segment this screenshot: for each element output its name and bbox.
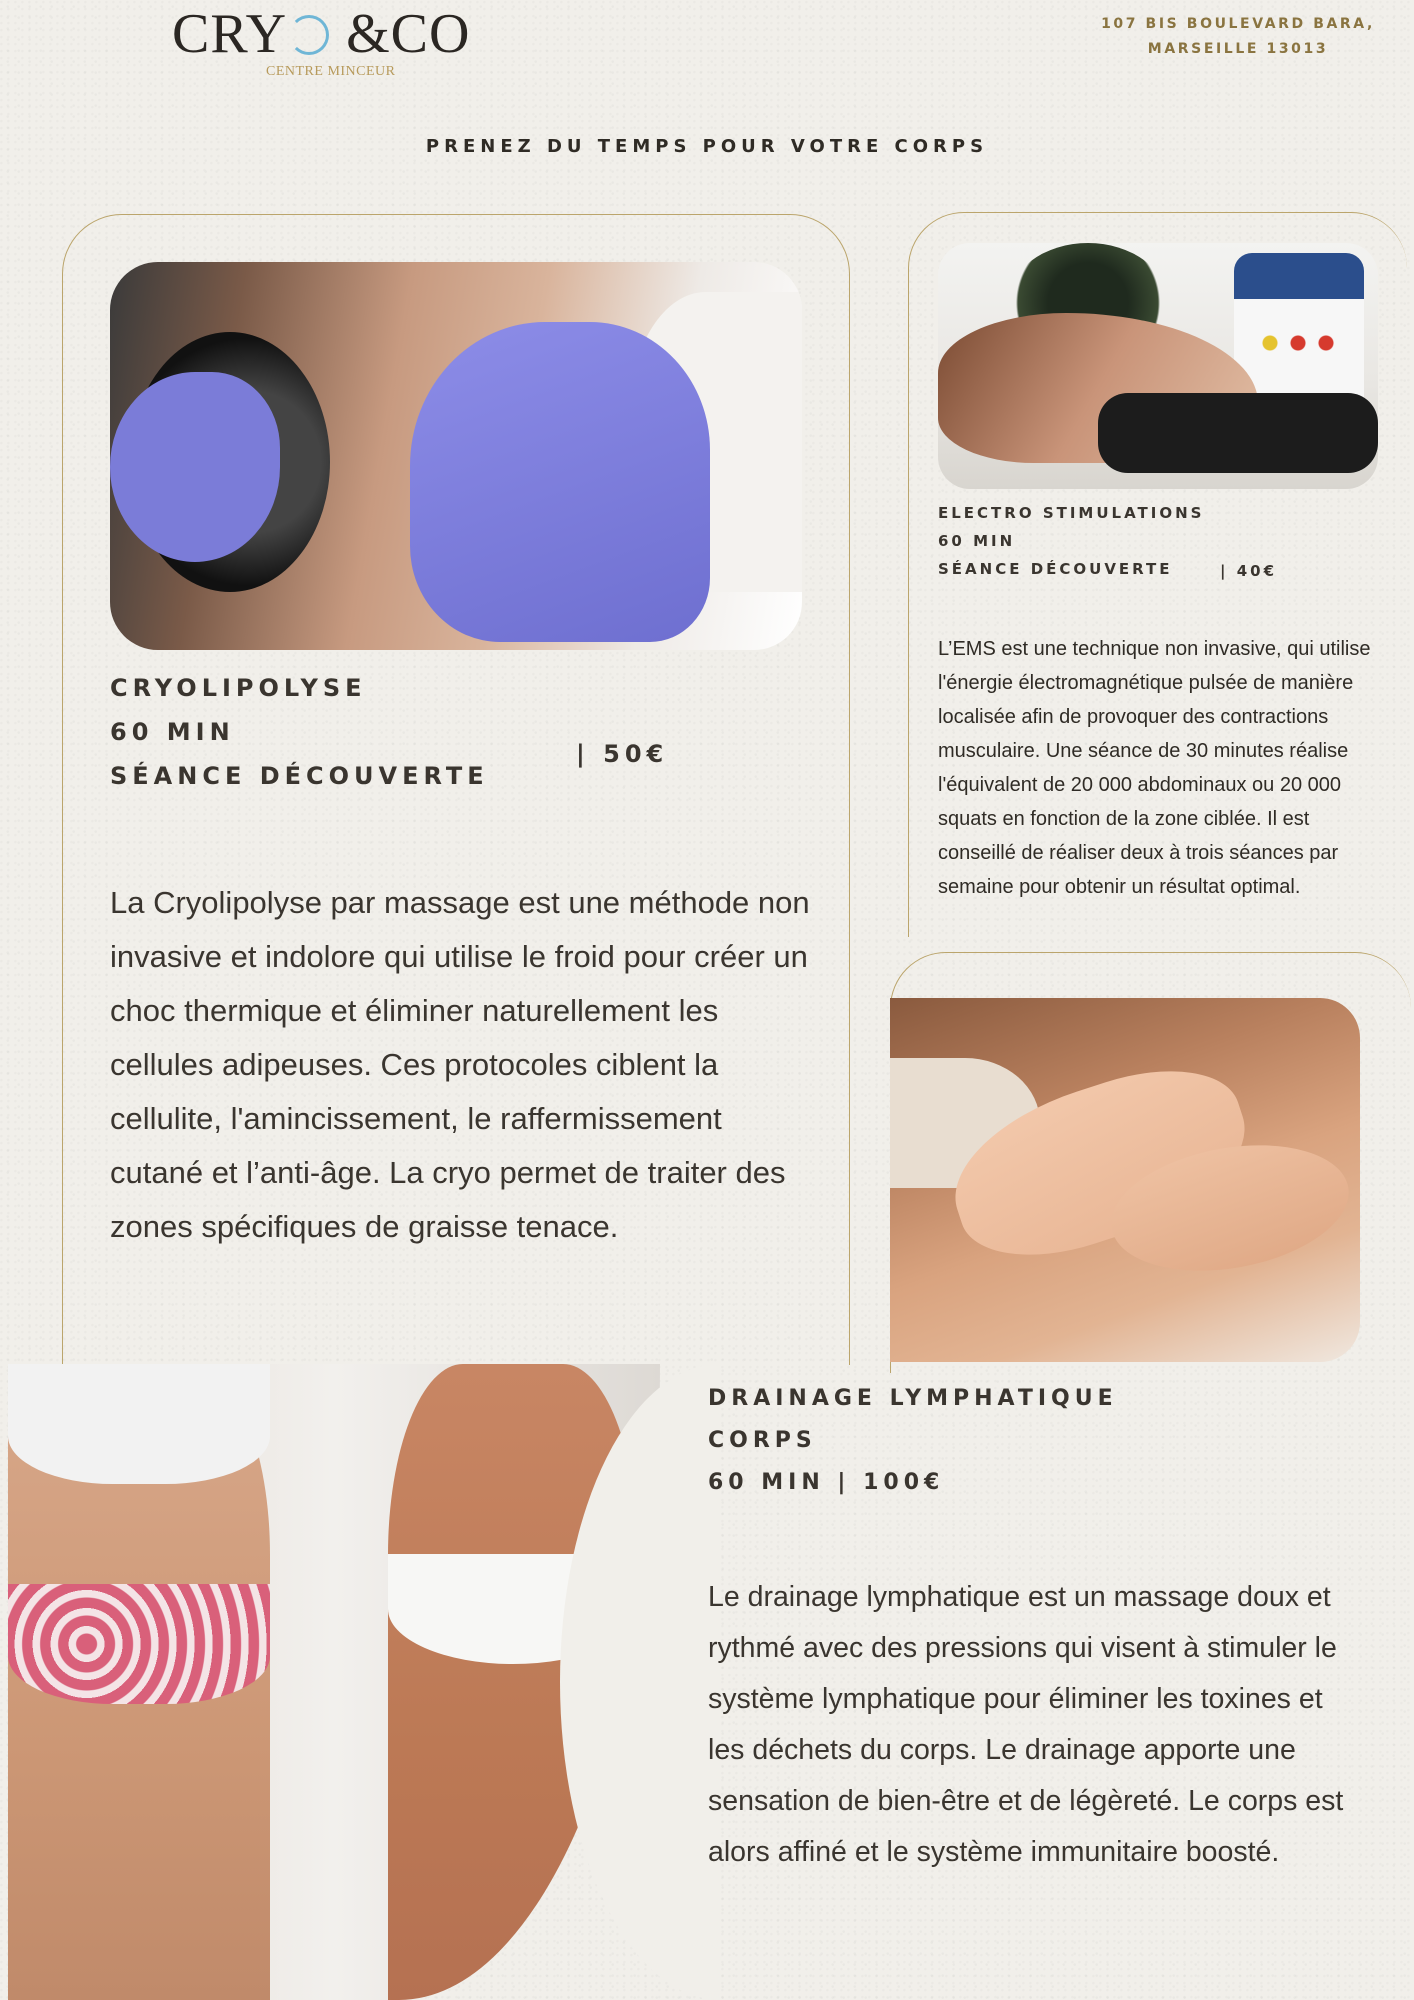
- brand-logo: [172, 4, 512, 82]
- machine-buttons-shape: [1258, 333, 1338, 353]
- address-line-1: 107 BIS BOULEVARD BARA,: [1101, 16, 1375, 32]
- logo-o-ring-icon: [289, 15, 329, 55]
- drain-subtitle: CORPS: [708, 1428, 817, 1453]
- cryo-price: | 50€: [576, 740, 669, 768]
- massage-photo: [890, 998, 1360, 1362]
- drain-title: DRAINAGE LYMPHATIQUE: [708, 1386, 1118, 1411]
- cryo-title: CRYOLIPOLYSE: [110, 674, 367, 702]
- before-briefs-shape: [8, 1584, 270, 1704]
- address: [1078, 12, 1398, 62]
- drain-description: Le drainage lymphatique est un massage doux et rythmé avec des pressions qui visent à stimuler le système lymphatique pour éliminer les toxines et les déchets du corps. Le drainage apporte une sensation de bien-être et de légèreté. Le corps est alors affiné et le système immunitaire boosté.: [708, 1581, 1344, 1868]
- glove-right-shape: [410, 322, 710, 642]
- ems-description: L’EMS est une technique non invasive, qui utilise l'énergie électromagnétique pulsée de manière localisée afin de provoquer des contractions musculaire. Une séance de 30 minutes réalise l'équivalent de 20 000 abdominaux ou 20 000 squats en fonction de la zone ciblée. Il est conseillé de réaliser deux à trois séances par semaine pour obtenir un résultat optimal.: [938, 638, 1371, 898]
- address-line-2: MARSEILLE 13013: [1147, 41, 1329, 57]
- ems-price: | 40€: [1220, 562, 1278, 580]
- ems-title: ELECTRO STIMULATIONS: [938, 504, 1205, 522]
- glove-left-shape: [110, 372, 280, 562]
- ems-offer: SÉANCE DÉCOUVERTE: [938, 560, 1173, 578]
- cryo-offer: SÉANCE DÉCOUVERTE: [110, 762, 489, 790]
- pants-shape: [1098, 393, 1378, 473]
- ems-duration: 60 MIN: [938, 532, 1016, 550]
- cryo-duration: 60 MIN: [110, 718, 235, 746]
- cryo-description: La Cryolipolyse par massage est une méthode non invasive et indolore qui utilise le froid pour créer un choc thermique et éliminer naturellement les cellules adipeuses. Ces protocoles ciblent la cellulite, l'amincissement, le raffermissement cutané et l’anti-âge. La cryo permet de traiter des zones spécifiques de graisse tenace.: [110, 885, 810, 1244]
- logo-wordmark: CRY &CO: [172, 3, 471, 65]
- page-tagline: PRENEZ DU TEMPS POUR VOTRE CORPS: [425, 136, 989, 157]
- cryo-treatment-photo: [110, 262, 802, 650]
- logo-subtitle: CENTRE MINCEUR: [266, 64, 396, 79]
- drain-duration-price: 60 MIN | 100€: [708, 1470, 945, 1495]
- before-top-shape: [8, 1364, 270, 1484]
- ems-treatment-photo: [938, 243, 1378, 489]
